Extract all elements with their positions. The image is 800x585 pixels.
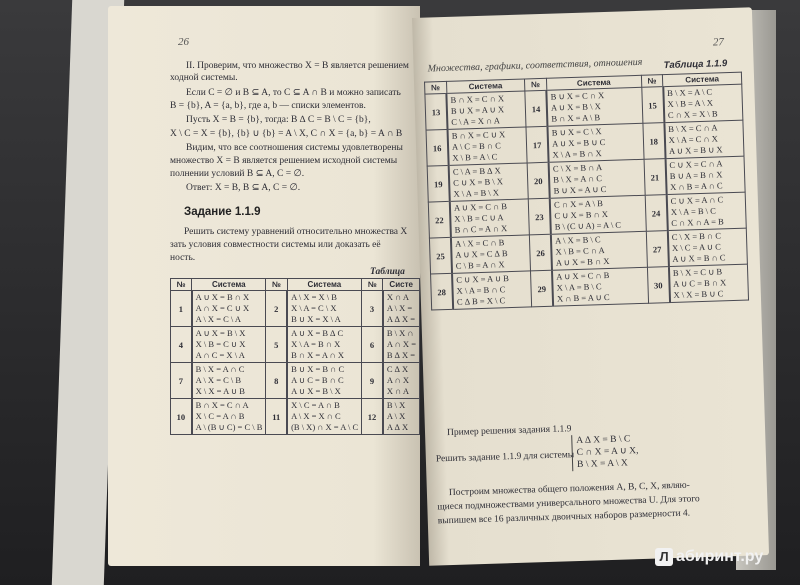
system-equation: A ∪ X = C ∩ B bbox=[453, 201, 508, 213]
system-number: 17 bbox=[526, 126, 549, 163]
system-equation: A ∪ X = B ∩ X bbox=[195, 292, 250, 302]
para-line: Если C = ∅ и B ⊆ A, то C ⊆ A ∩ B и можно записать bbox=[186, 88, 401, 98]
system-number: 28 bbox=[431, 273, 454, 310]
system-cell bbox=[663, 84, 743, 122]
system-number: 29 bbox=[531, 270, 554, 307]
system-equation: X ∩ B = A ∪ C bbox=[556, 291, 610, 304]
example-label: Решить задание 1.1.9 для системы bbox=[435, 450, 575, 465]
system-equation: B \ (C ∪ A) = A \ C bbox=[554, 219, 622, 232]
answer-line: Ответ: X = B, B ⊆ A, C = ∅. bbox=[186, 183, 301, 193]
system-number: 4 bbox=[171, 327, 192, 363]
task-title: Задание 1.1.9 bbox=[184, 206, 261, 218]
system-equation: B \ X = A ∩ C bbox=[553, 173, 603, 185]
system-number: 11 bbox=[266, 399, 287, 435]
example-equation: A ∆ X = B \ C bbox=[576, 434, 631, 447]
system-number: 10 bbox=[171, 399, 192, 435]
system-equation: B \ X = A ∩ C bbox=[195, 364, 245, 374]
watermark-logo-icon: Л bbox=[655, 548, 673, 566]
system-cell bbox=[192, 399, 266, 435]
system-cell bbox=[383, 327, 420, 363]
running-head: Множества, графики, соответствия, отношения bbox=[427, 56, 643, 75]
system-number: 26 bbox=[530, 234, 553, 271]
system-equation: X \ C = A ∪ C bbox=[671, 241, 722, 253]
system-number: 8 bbox=[266, 363, 287, 399]
system-equation: C ∪ X = C ∩ A bbox=[669, 158, 723, 170]
table-row bbox=[171, 327, 420, 363]
system-number: 6 bbox=[362, 327, 383, 363]
system-equation: B \ X = C ∪ B bbox=[672, 266, 723, 278]
system-equation: B ∪ X = C ∩ X bbox=[550, 90, 605, 102]
system-number: 24 bbox=[645, 195, 668, 232]
watermark-text: абиринт.ру bbox=[676, 548, 764, 565]
system-equation: B ∪ X = B ∩ C bbox=[291, 364, 345, 374]
system-cell bbox=[383, 363, 420, 399]
system-equation: B ∪ A = B ∩ X bbox=[669, 169, 723, 181]
system-equation: A \ X = X \ B bbox=[291, 292, 337, 302]
system-equation: A ∪ X = C ∩ B bbox=[556, 269, 610, 282]
table-header-cell: № bbox=[171, 279, 192, 291]
system-equation: C \ A = B ∆ X bbox=[452, 165, 501, 177]
table-header-cell: Система bbox=[663, 72, 742, 86]
system-equation: A ∪ X = B ∪ X bbox=[668, 144, 723, 156]
system-cell bbox=[192, 291, 266, 327]
system-equation: X \ A = B \ X bbox=[453, 187, 500, 199]
example-equation: B \ X = A \ X bbox=[576, 458, 629, 471]
system-equation: X \ X = A ∪ B bbox=[195, 386, 245, 396]
system-equation: A \ X = B \ C bbox=[555, 234, 601, 246]
para-line: II. Проверим, что множество X = B является решением bbox=[186, 61, 409, 71]
system-equation: A ∪ X = B \ X bbox=[195, 328, 246, 338]
system-equation: X ∩ A bbox=[386, 292, 410, 302]
table-header-cell: Систе bbox=[383, 279, 420, 291]
system-equation: A ∩ X = bbox=[386, 339, 416, 349]
table-header-cell: № bbox=[425, 81, 447, 94]
table-header-cell: № bbox=[362, 279, 383, 291]
system-cell bbox=[383, 291, 420, 327]
system-equation: C ∩ X ∩ A = B bbox=[671, 216, 724, 228]
system-cell bbox=[449, 163, 529, 201]
system-equation: X ∩ B = A ∩ C bbox=[669, 180, 723, 192]
system-equation: X \ A = B \ C bbox=[670, 205, 717, 217]
system-equation: B ∩ X = A ∩ X bbox=[291, 350, 345, 360]
system-equation: B ∪ X = A ∪ X bbox=[450, 104, 505, 116]
system-number: 15 bbox=[642, 87, 665, 124]
system-equation: A ∪ X = B ∪ C bbox=[551, 136, 606, 149]
task-text-line: Решить систему уравнений относительно множества X bbox=[184, 227, 408, 237]
system-number: 1 bbox=[171, 291, 192, 327]
system-equation: X \ A = B \ C bbox=[556, 281, 602, 293]
table-header-row bbox=[171, 279, 420, 291]
system-cell bbox=[287, 291, 362, 327]
system-equation: C ∪ X = B \ X bbox=[453, 176, 504, 188]
watermark bbox=[655, 548, 763, 566]
table-header-cell: Система bbox=[287, 279, 362, 291]
table-header-cell: № bbox=[525, 78, 547, 91]
system-equation: C ∪ X = A ∩ C bbox=[670, 194, 724, 206]
para-line: Видим, что все соотношения системы удовлетворены bbox=[186, 143, 403, 153]
system-cell bbox=[450, 199, 530, 237]
system-equation: B ∪ X = A ∪ C bbox=[553, 183, 607, 196]
system-equation: A \ C = B ∩ C bbox=[451, 140, 501, 152]
system-cell bbox=[551, 231, 647, 270]
system-number: 14 bbox=[525, 90, 548, 127]
system-equation: X \ A = C ∩ X bbox=[668, 133, 719, 145]
table-header-cell: Система bbox=[446, 79, 525, 93]
system-equation: A \ X = C \ B bbox=[195, 375, 242, 385]
left-table-caption: Таблица bbox=[370, 267, 405, 277]
system-equation: X \ A = B ∩ C bbox=[456, 284, 506, 296]
table-header-cell: Система bbox=[192, 279, 266, 291]
system-cell bbox=[549, 159, 645, 198]
table-row bbox=[171, 363, 420, 399]
closing-line: Построим множества общего положения A, B, C, X, являю- bbox=[448, 480, 691, 499]
system-equation: X \ B = C ∪ X bbox=[195, 339, 246, 349]
right-page bbox=[412, 7, 769, 565]
closing-line: выпишем все 16 различных двоичных наборов размерности 4. bbox=[437, 508, 691, 527]
closing-line: щиеся подмножествами универсального множества U. Для этого bbox=[437, 494, 700, 513]
system-number: 7 bbox=[171, 363, 192, 399]
system-equation: B ∪ X = X \ A bbox=[291, 314, 341, 324]
system-cell bbox=[287, 399, 362, 435]
task-text-line: ность. bbox=[170, 253, 196, 263]
system-number: 25 bbox=[429, 237, 452, 274]
system-number: 2 bbox=[266, 291, 287, 327]
system-cell bbox=[548, 123, 644, 162]
para-line: ходной системы. bbox=[170, 73, 238, 83]
system-equation: X \ A = C \ X bbox=[291, 303, 337, 313]
system-equation: C \ X = B ∩ C bbox=[671, 230, 722, 242]
para-line: полнении условий B ⊆ A, C = ∅. bbox=[170, 169, 305, 179]
system-equation: A ∪ X = C ∆ B bbox=[455, 248, 508, 260]
left-page-number: 26 bbox=[178, 36, 189, 48]
system-equation: A \ X = C \ A bbox=[195, 314, 242, 324]
system-number: 16 bbox=[426, 129, 449, 166]
right-table-caption: Таблица 1.1.9 bbox=[663, 58, 728, 72]
system-number: 19 bbox=[427, 165, 450, 202]
system-equation: A ∪ X = B ∩ X bbox=[555, 255, 610, 268]
system-equation: A ∆ X bbox=[386, 422, 409, 432]
system-cell bbox=[287, 327, 362, 363]
system-equation: X \ C = A ∩ B bbox=[195, 411, 245, 421]
system-equation: B ∩ X = C ∩ X bbox=[450, 93, 505, 105]
system-equation: A \ X = C ∩ B bbox=[454, 237, 505, 249]
left-systems-table bbox=[170, 278, 420, 435]
system-equation: C \ A = X ∩ A bbox=[451, 115, 501, 127]
system-cell bbox=[665, 156, 745, 194]
system-equation: C \ X = B ∩ A bbox=[552, 162, 603, 174]
system-number: 23 bbox=[528, 198, 551, 235]
system-equation: A ∩ C = X \ A bbox=[195, 350, 245, 360]
para-line: множество X = B является решением исходной системы bbox=[170, 156, 398, 166]
system-equation: C \ B = A ∩ X bbox=[455, 259, 505, 271]
system-equation: A ∩ X bbox=[386, 375, 410, 385]
system-equation: X \ A = B ∩ X bbox=[291, 339, 341, 349]
system-number: 12 bbox=[362, 399, 383, 435]
system-equation: A \ (B ∪ C) = C \ B bbox=[195, 422, 263, 432]
para-line: X \ C = X = {b}, {b} ∪ {b} = A \ X, C ∩ X = {a, b} = A ∩ B bbox=[170, 129, 403, 139]
system-cell bbox=[451, 235, 531, 273]
system-cell bbox=[666, 192, 746, 230]
system-equation: C ∩ X = X \ B bbox=[667, 108, 718, 121]
system-cell bbox=[546, 87, 642, 126]
system-equation: B \ X bbox=[386, 400, 406, 410]
example-equation: C ∩ X = A ∪ X, bbox=[576, 446, 639, 459]
system-number: 20 bbox=[527, 162, 550, 199]
example-title: Пример решения задания 1.1.9 bbox=[446, 424, 572, 439]
system-cell bbox=[452, 271, 532, 309]
system-number: 30 bbox=[647, 267, 670, 304]
system-equation: B ∩ X = C ∪ X bbox=[451, 129, 506, 141]
system-equation: B ∩ C = A ∩ X bbox=[454, 223, 508, 235]
example-system bbox=[571, 433, 639, 471]
system-cell bbox=[552, 267, 648, 306]
system-cell bbox=[192, 327, 266, 363]
system-cell bbox=[550, 195, 646, 234]
system-cell bbox=[287, 363, 362, 399]
system-cell bbox=[668, 228, 748, 266]
table-header-cell: № bbox=[641, 75, 663, 88]
system-equation: A \ X = bbox=[386, 303, 413, 313]
left-page bbox=[108, 6, 420, 566]
system-number: 21 bbox=[644, 159, 667, 196]
system-equation: B \ X = C ∩ A bbox=[668, 122, 718, 135]
system-equation: A \ X = X ∩ C bbox=[291, 411, 341, 421]
system-number: 18 bbox=[643, 123, 666, 160]
table-header-cell: Система bbox=[546, 75, 641, 90]
system-equation: B ∆ X = bbox=[386, 350, 416, 360]
system-equation: X \ B = C ∪ A bbox=[454, 212, 504, 224]
system-equation: X \ B = C ∩ A bbox=[555, 245, 605, 257]
system-equation: A ∪ X = B ∆ C bbox=[291, 328, 344, 338]
system-equation: X \ B = A \ X bbox=[667, 97, 714, 110]
para-line: B = {b}, A = {a, b}, где a, b — списки элементов. bbox=[170, 101, 366, 111]
table-row bbox=[171, 291, 420, 327]
system-equation: X \ X = B ∪ C bbox=[673, 288, 724, 300]
system-equation: C ∆ B = X \ C bbox=[456, 295, 506, 307]
para-line: Пусть X = B = {b}, тогда: B ∆ C = B \ C = {b}, bbox=[186, 115, 371, 125]
system-cell bbox=[192, 363, 266, 399]
system-equation: B ∪ X = C \ X bbox=[551, 126, 602, 138]
system-equation: B \ X ∩ bbox=[386, 328, 414, 338]
system-cell bbox=[448, 127, 528, 165]
task-text-line: зать условия совместности системы или доказать её bbox=[170, 240, 381, 250]
system-equation: A ∪ X = B ∩ C bbox=[672, 252, 726, 264]
table-header-cell: № bbox=[266, 279, 287, 291]
system-cell bbox=[664, 120, 744, 158]
system-equation: B ∩ X = A \ B bbox=[551, 112, 601, 124]
system-cell bbox=[383, 399, 420, 435]
system-equation: B \ X = A \ C bbox=[667, 86, 713, 99]
system-equation: (B \ X) ∩ X = A \ C bbox=[291, 422, 359, 432]
system-equation: A ∪ C = B ∩ C bbox=[291, 375, 344, 385]
system-equation: C ∩ X = A \ B bbox=[553, 198, 603, 210]
system-equation: A ∪ X = B \ X bbox=[291, 386, 341, 396]
system-equation: A ∆ X = bbox=[386, 314, 416, 324]
system-number: 13 bbox=[425, 93, 448, 130]
system-number: 9 bbox=[362, 363, 383, 399]
system-equation: A ∩ X = C ∪ X bbox=[195, 303, 250, 313]
system-number: 3 bbox=[362, 291, 383, 327]
system-equation: C ∆ X bbox=[386, 364, 409, 374]
system-number: 27 bbox=[646, 231, 669, 268]
right-systems-table bbox=[424, 72, 749, 311]
system-equation: C ∪ X = B ∩ X bbox=[554, 208, 609, 221]
system-equation: X \ A = B ∩ X bbox=[552, 148, 602, 160]
system-equation: A \ X bbox=[386, 411, 406, 421]
system-number: 22 bbox=[428, 201, 451, 238]
right-page-number: 27 bbox=[712, 36, 725, 49]
system-equation: B ∩ X = C ∩ A bbox=[195, 400, 249, 410]
system-equation: X ∩ A bbox=[386, 386, 410, 396]
system-equation: X \ B = A \ C bbox=[452, 151, 498, 163]
system-equation: X \ C = A ∩ B bbox=[291, 400, 340, 410]
table-row bbox=[171, 399, 420, 435]
system-cell bbox=[669, 264, 749, 302]
system-equation: A ∪ C = B ∩ X bbox=[673, 277, 727, 289]
system-cell bbox=[446, 91, 526, 129]
system-equation: C ∪ X = A ∪ B bbox=[456, 273, 510, 285]
system-equation: A ∪ X = B \ X bbox=[550, 101, 601, 113]
system-number: 5 bbox=[266, 327, 287, 363]
